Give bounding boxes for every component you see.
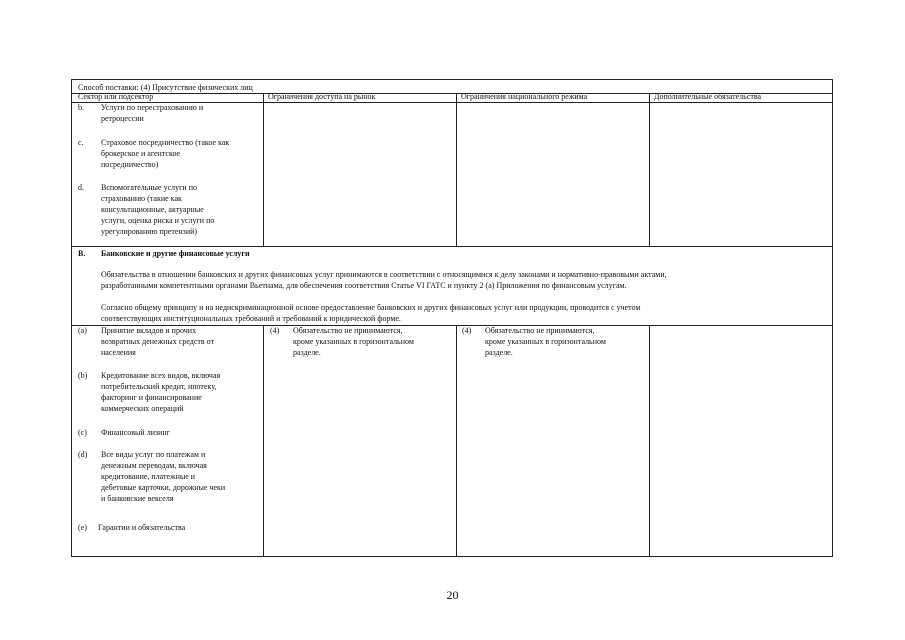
market-access-marker: (4) (270, 326, 280, 335)
mode-of-supply: Способ поставки: (4) Присутствие физических лиц (78, 83, 253, 92)
column-divider (263, 93, 264, 246)
insurance-item-c-line: Страховое посредничество (такое как (101, 138, 230, 147)
banking-item-b-line: коммерческих операций (101, 404, 184, 413)
insurance-item-d-line: страхованию (такие как (101, 194, 182, 203)
insurance-item-c-line: посредничество) (101, 160, 159, 169)
national-treatment-line: кроме указанных в горизонтальном (485, 337, 606, 346)
column-divider (649, 325, 650, 557)
insurance-item-d-line: Вспомогательные услуги по (101, 183, 197, 192)
column-divider (263, 325, 264, 557)
national-treatment-line: Обязательство не принимаются, (485, 326, 595, 335)
banking-item-a-line: возвратных денежных средств от (101, 337, 215, 346)
insurance-item-b-line: ретроцессии (101, 114, 144, 123)
column-divider (456, 325, 457, 557)
insurance-item-d-line: услуги, оценка риска и услуги по (101, 216, 215, 225)
banking-item-a-line: Принятие вкладов и прочих (101, 326, 197, 335)
banking-item-e-line: Гарантии и обязательства (98, 523, 186, 532)
insurance-marker-b: b. (78, 103, 84, 112)
banking-item-marker-c: (c) (78, 428, 87, 437)
banking-title: Банковские и другие финансовые услуги (101, 249, 250, 258)
banking-paragraph-2-line: Согласно общему принципу и на недискриминационной основе предоставление банковских и других финансовых услуг или продукции, проводится с учетом (101, 303, 641, 312)
header-additional-commitments: Дополнительные обязательства (654, 92, 762, 101)
insurance-marker-d: d. (78, 183, 84, 192)
insurance-item-d-line: консультационные, актуарные (101, 205, 204, 214)
commitments-table (71, 79, 833, 557)
national-treatment-marker: (4) (462, 326, 472, 335)
insurance-item-d-line: урегулированию претензий) (101, 227, 198, 236)
header-market-access: Ограничения доступа на рынок (268, 92, 376, 101)
banking-paragraph-2-line: соответствующих институциональных требований и требований к юридической форме. (101, 314, 401, 323)
banking-item-b-line: потребительский кредит, ипотеку, (101, 382, 217, 391)
header-sector: Сектор или подсектор (78, 92, 154, 101)
banking-paragraph-1-line: Обязательства в отношении банковских и других финансовых услуг принимаются в соответствии с относящимися к делу законами и нормативно-правовыми актами, (101, 270, 667, 279)
banking-item-marker-d: (d) (78, 450, 88, 459)
header-national-treatment: Ограничения национального режима (461, 92, 588, 101)
banking-item-marker-b: (b) (78, 371, 88, 380)
national-treatment-line: разделе. (485, 348, 513, 357)
insurance-marker-c: c. (78, 138, 84, 147)
banking-item-d-line: Все виды услуг по платежам и (101, 450, 206, 459)
insurance-item-c-line: брокерское и агентское (101, 149, 181, 158)
row-divider (72, 246, 832, 247)
banking-marker: B. (78, 249, 86, 258)
insurance-item-b-line: Услуги по перестрахованию и (101, 103, 204, 112)
market-access-line: разделе. (293, 348, 321, 357)
banking-item-a-line: населения (101, 348, 136, 357)
banking-item-b-line: Кредитование всех видов, включая (101, 371, 221, 380)
banking-item-d-line: и банковские векселя (101, 494, 174, 503)
banking-item-b-line: факторинг и финансирование (101, 393, 202, 402)
banking-item-d-line: дебетовые карточки, дорожные чеки (101, 483, 226, 492)
market-access-line: кроме указанных в горизонтальном (293, 337, 414, 346)
column-divider (456, 93, 457, 246)
banking-item-d-line: кредитование, платежные и (101, 472, 196, 481)
banking-item-c-line: Финансовый лизинг (101, 428, 170, 437)
page-number: 20 (446, 588, 459, 602)
banking-item-marker-e: (e) (78, 523, 87, 532)
banking-paragraph-1-line: разработанными компетентными органами Вьетнама, для обеспечения соответствия Статье VI ГАТС и пункту 2 (а) Приложения по финансовым услугам. (101, 281, 627, 290)
column-divider (649, 93, 650, 246)
banking-item-d-line: денежным переводам, включая (101, 461, 207, 470)
market-access-line: Обязательство не принимаются, (293, 326, 403, 335)
banking-item-marker-a: (a) (78, 326, 87, 335)
